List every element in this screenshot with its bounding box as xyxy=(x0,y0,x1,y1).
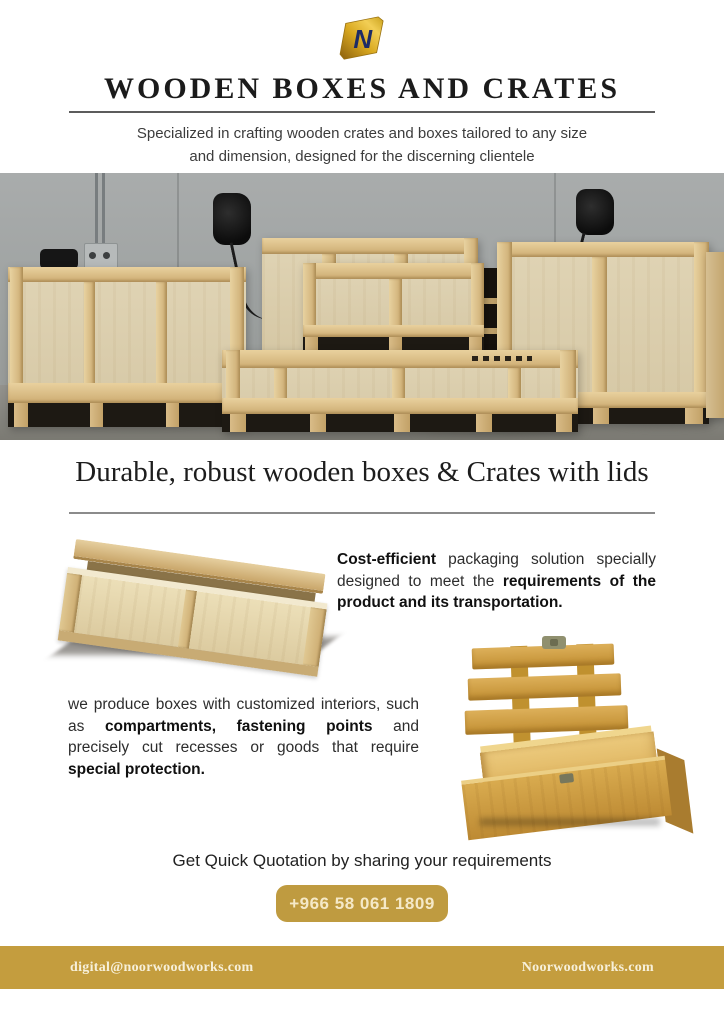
cable-reel xyxy=(213,193,251,245)
section-heading: Durable, robust wooden boxes & Crates with lids xyxy=(75,456,649,488)
page-title: WOODEN BOXES AND CRATES xyxy=(103,72,621,105)
wall-seam xyxy=(177,173,179,268)
brand-logo-icon xyxy=(336,13,388,63)
footer-website-link[interactable]: Noorwoodworks.com xyxy=(521,959,654,975)
paragraph-cost-efficient: Cost-efficient packaging solution specially designed to meet the requirements of the product and its transportation. xyxy=(337,551,656,611)
footer-bar xyxy=(0,946,724,989)
phone-number-button[interactable]: +966 58 061 1809 xyxy=(276,885,448,922)
stencil-marking xyxy=(472,356,532,361)
crate-small-stacked xyxy=(303,263,484,351)
cta-text: Get Quick Quotation by sharing your requirements xyxy=(172,851,552,870)
box-shadow xyxy=(480,818,660,826)
tagline: Specialized in crafting wooden crates and boxes tailored to any size and dimension, designed for the discerning clientele xyxy=(136,125,588,165)
conduit-pipe xyxy=(95,173,98,253)
lid-slat xyxy=(468,673,622,700)
open-box-illustration xyxy=(450,636,685,828)
crate-edge xyxy=(706,252,724,418)
section-divider xyxy=(69,512,655,514)
wall-outlet xyxy=(84,243,118,269)
hero-photo xyxy=(0,173,724,440)
paragraph-customized-interiors: we produce boxes with customized interiors, such as compartments, fastening points and precisely cut recesses or goods that require special protection. xyxy=(68,696,419,778)
front-latch xyxy=(559,773,574,784)
black-box-on-crate xyxy=(40,249,78,269)
conduit-pipe xyxy=(102,173,105,253)
crate-long-front xyxy=(222,350,578,432)
footer-email-link[interactable]: digital@noorwoodworks.com xyxy=(70,959,254,975)
metal-latch xyxy=(542,636,566,649)
cable-reel xyxy=(576,189,614,235)
title-divider xyxy=(69,111,655,113)
open-crate-illustration xyxy=(58,533,338,668)
logo-letter: N xyxy=(353,23,373,54)
crate-left xyxy=(8,267,246,427)
